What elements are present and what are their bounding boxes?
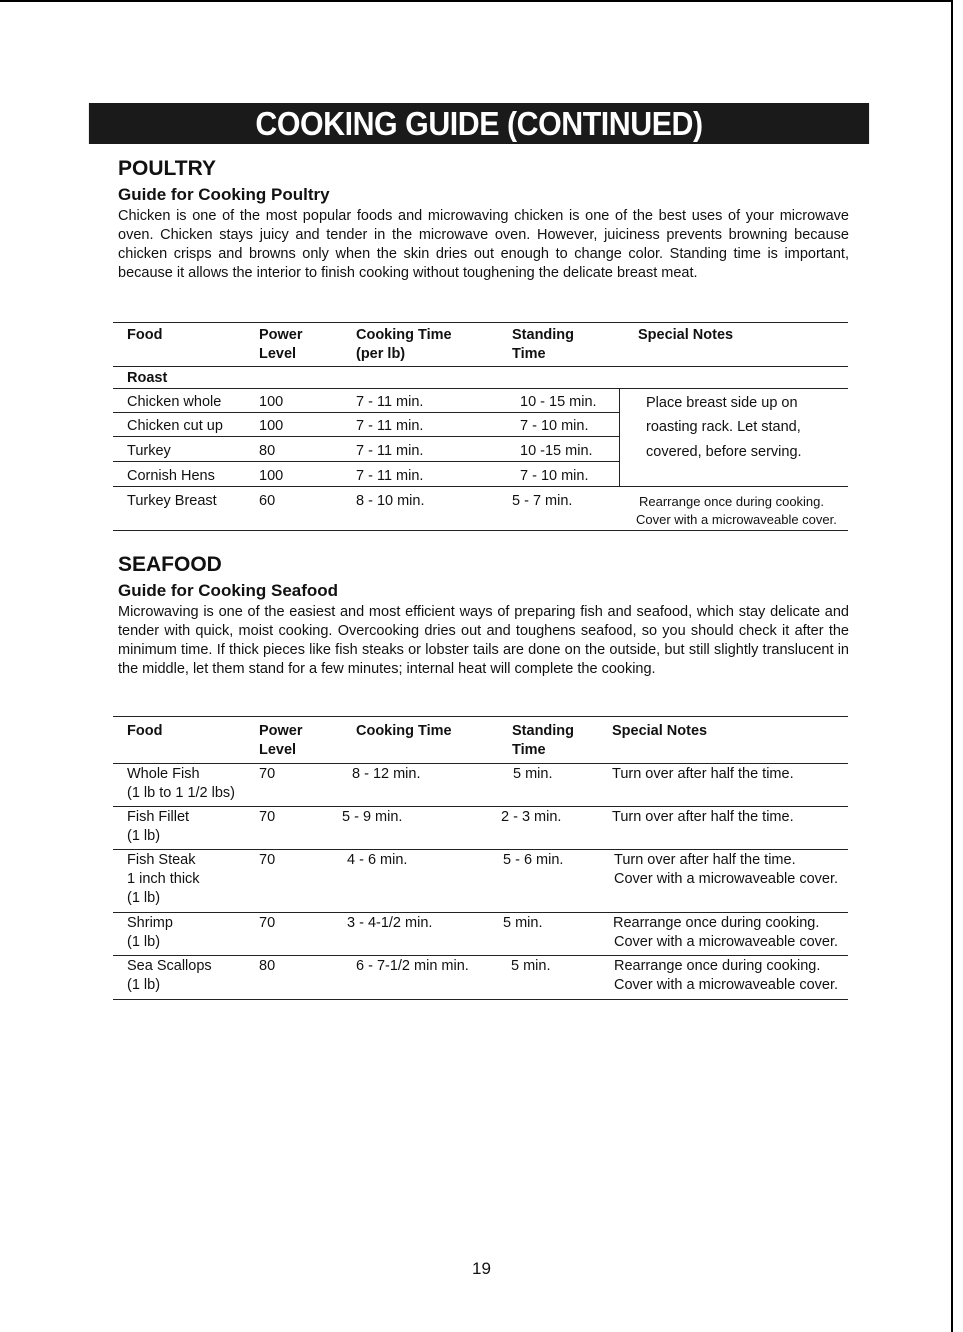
table-rule (113, 530, 848, 531)
header-cooking-per-lb: (per lb) (356, 346, 406, 362)
table-cell: Turkey Breast (127, 493, 217, 509)
table-rule (113, 486, 848, 487)
table-cell: Fish Steak (127, 852, 196, 868)
table-cell: 2 - 3 min. (501, 809, 562, 825)
table-cell: (1 lb) (127, 890, 161, 906)
table-cell: Chicken whole (127, 394, 222, 410)
table-cell: 7 - 11 min. (356, 394, 424, 410)
page-header-banner: COOKING GUIDE (CONTINUED) (89, 103, 869, 144)
group-note-line: roasting rack. Let stand, (646, 419, 801, 435)
table-cell: (1 lb) (127, 977, 161, 993)
table-cell: Whole Fish (127, 766, 200, 782)
table-cell: Cornish Hens (127, 468, 215, 484)
table-cell: 8 - 12 min. (352, 766, 421, 782)
table-divider (619, 388, 620, 486)
table-cell: 7 - 10 min. (520, 468, 589, 484)
table-cell: 70 (259, 809, 276, 825)
group-label-roast: Roast (127, 370, 168, 386)
table-cell: 5 - 6 min. (503, 852, 564, 868)
header-power: Power (259, 723, 303, 739)
table-cell: (1 lb to 1 1/2 lbs) (127, 785, 235, 801)
table-cell: 5 min. (511, 958, 551, 974)
header-cooking-time: Cooking Time (356, 723, 452, 739)
header-power-level: Level (259, 346, 297, 362)
table-cell: 7 - 11 min. (356, 443, 424, 459)
header-standing-time: Time (512, 346, 546, 362)
page-number: 19 (472, 1259, 491, 1278)
poultry-subtitle: Guide for Cooking Poultry (118, 185, 330, 204)
table-cell: Cover with a microwaveable cover. (636, 512, 837, 527)
table-cell: Rearrange once during cooking. (614, 958, 821, 974)
table-rule (113, 999, 848, 1000)
table-rule (113, 912, 848, 913)
table-cell: Rearrange once during cooking. (639, 494, 825, 509)
table-cell: 5 - 7 min. (512, 493, 573, 509)
table-cell: Shrimp (127, 915, 173, 931)
table-cell: Turn over after half the time. (612, 809, 794, 825)
header-special-notes: Special Notes (612, 723, 708, 739)
table-rule (113, 716, 848, 717)
page-border-top (0, 0, 951, 2)
table-cell: 5 min. (513, 766, 553, 782)
table-cell: 70 (259, 915, 276, 931)
table-cell: 6 - 7-1/2 min min. (356, 958, 469, 974)
table-rule (113, 412, 619, 413)
table-rule (113, 806, 848, 807)
table-cell: 3 - 4-1/2 min. (347, 915, 433, 931)
header-cooking-time: Cooking Time (356, 327, 452, 343)
table-rule (113, 322, 848, 323)
table-cell: 7 - 11 min. (356, 468, 424, 484)
table-cell: Sea Scallops (127, 958, 212, 974)
table-rule (113, 388, 848, 389)
header-power: Power (259, 327, 303, 343)
table-cell: 5 min. (503, 915, 543, 931)
header-standing-time: Time (512, 742, 546, 758)
header-food: Food (127, 327, 163, 343)
table-cell: 60 (259, 493, 276, 509)
table-cell: 100 (259, 468, 284, 484)
table-rule (113, 849, 848, 850)
table-cell: 100 (259, 418, 284, 434)
table-cell: Fish Fillet (127, 809, 190, 825)
table-cell: 10 - 15 min. (520, 394, 597, 410)
group-note-line: covered, before serving. (646, 444, 802, 460)
table-cell: Turn over after half the time. (612, 766, 794, 782)
seafood-title: SEAFOOD (118, 553, 222, 576)
seafood-intro: Microwaving is one of the easiest and most efficient ways of preparing fish and seafood, which stay delicate and tender with quick, moist cooking. Overcooking dries out and toughens seafood, so you should check it after the minimum time. If thick pieces like fish steaks or lobster tails are done on the outside, but still slightly translucent in the middle, let them stand for a few minutes; internal heat will complete the cooking. (118, 604, 849, 677)
table-rule (113, 436, 619, 437)
table-cell: 5 - 9 min. (342, 809, 403, 825)
table-cell: Cover with a microwaveable cover. (614, 977, 839, 993)
table-cell: Cover with a microwaveable cover. (614, 934, 839, 950)
table-rule (113, 366, 848, 367)
table-cell: 4 - 6 min. (347, 852, 408, 868)
header-special-notes: Special Notes (638, 327, 734, 343)
seafood-subtitle: Guide for Cooking Seafood (118, 581, 339, 600)
header-standing: Standing (512, 723, 575, 739)
table-cell: 1 inch thick (127, 871, 200, 887)
page-border-right (951, 0, 953, 1332)
poultry-title: POULTRY (118, 157, 216, 180)
poultry-table (113, 322, 848, 534)
table-cell: (1 lb) (127, 934, 161, 950)
table-cell: 70 (259, 852, 276, 868)
table-cell: 70 (259, 766, 276, 782)
table-cell: 100 (259, 394, 284, 410)
poultry-intro: Chicken is one of the most popular foods and microwaving chicken is one of the best uses of your microwave oven. Chicken stays juicy and tender in the microwave oven. However, juiciness prevents browning because chicken crisps and browns only when the skin dries out enough to change color. Standing time is important, because it allows the interior to finish cooking without toughening the delicate breast meat. (118, 208, 849, 281)
table-cell: 80 (259, 958, 276, 974)
table-cell: Rearrange once during cooking. (613, 915, 820, 931)
table-cell: Chicken cut up (127, 418, 223, 434)
table-cell: Cover with a microwaveable cover. (614, 871, 839, 887)
seafood-table (113, 716, 848, 1006)
table-cell: 10 -15 min. (520, 443, 593, 459)
table-rule (113, 763, 848, 764)
table-cell: 80 (259, 443, 276, 459)
table-cell: 7 - 11 min. (356, 418, 424, 434)
table-cell: 8 - 10 min. (356, 493, 425, 509)
table-cell: (1 lb) (127, 828, 161, 844)
header-food: Food (127, 723, 163, 739)
table-rule (113, 955, 848, 956)
table-cell: Turkey (127, 443, 171, 459)
table-cell: Turn over after half the time. (614, 852, 796, 868)
table-cell: 7 - 10 min. (520, 418, 589, 434)
header-power-level: Level (259, 742, 297, 758)
group-note-line: Place breast side up on (646, 395, 798, 411)
table-rule (113, 461, 619, 462)
header-standing: Standing (512, 327, 575, 343)
